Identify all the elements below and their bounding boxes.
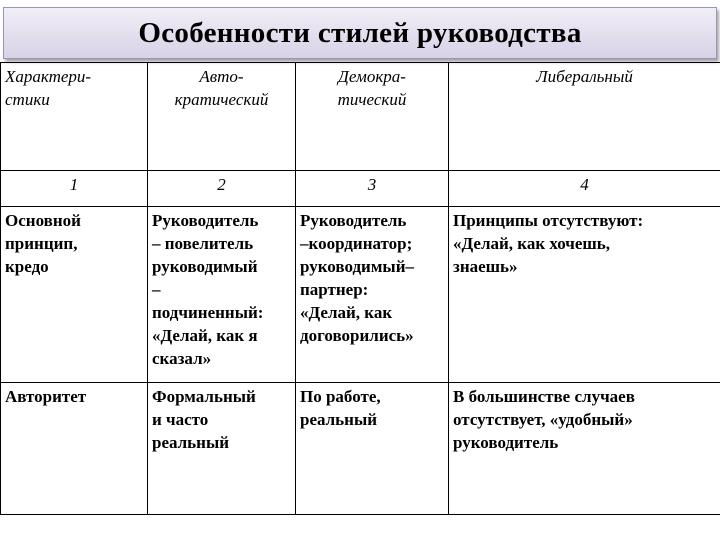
slide-title: Особенности стилей руководства	[138, 16, 582, 49]
column-number-2: 2	[148, 171, 296, 207]
header-autocratic	[148, 63, 296, 171]
cell-authority-liberal-text: В большинстве случаев отсутствует, «удобный» руководитель	[453, 387, 635, 452]
cell-authority-liberal	[449, 383, 720, 515]
table-row-principle	[1, 207, 720, 383]
header-characteristics	[1, 63, 148, 171]
column-number-3: 3	[296, 171, 449, 207]
cell-authority-democratic-text: По работе, реальный	[300, 387, 381, 429]
header-row	[1, 63, 720, 171]
row-label-principle-text: Основной принцип, кредо	[5, 211, 81, 276]
cell-principle-liberal	[449, 207, 720, 383]
leadership-styles-table	[0, 62, 720, 515]
header-liberal-text: Либеральный	[536, 67, 633, 86]
header-characteristics-text: Характери- стики	[5, 67, 92, 109]
cell-authority-autocratic-text: Формальный и часто реальный	[152, 387, 256, 452]
cell-principle-democratic	[296, 207, 449, 383]
cell-authority-democratic	[296, 383, 449, 515]
cell-principle-autocratic	[148, 207, 296, 383]
table-row-authority	[1, 383, 720, 515]
number-row	[1, 171, 720, 207]
row-label-authority	[1, 383, 148, 515]
slide-title-bar	[3, 7, 717, 59]
column-number-4: 4	[449, 171, 720, 207]
cell-principle-liberal-text: Принципы отсутствуют: «Делай, как хочешь, знаешь»	[453, 211, 644, 276]
header-democratic	[296, 63, 449, 171]
header-autocratic-text: Авто- кратический	[174, 67, 269, 109]
column-number-1: 1	[1, 171, 148, 207]
row-label-principle	[1, 207, 148, 383]
header-liberal	[449, 63, 720, 171]
cell-principle-democratic-text: Руководитель –координатор; руководимый– партнер: «Делай, как договорились»	[300, 211, 414, 345]
row-label-authority-text: Авторитет	[5, 387, 87, 406]
cell-authority-autocratic	[148, 383, 296, 515]
header-democratic-text: Демокра- тический	[337, 67, 407, 109]
cell-principle-autocratic-text: Руководитель – повелитель руководимый – подчиненный: «Делай, как я сказал»	[152, 211, 264, 368]
